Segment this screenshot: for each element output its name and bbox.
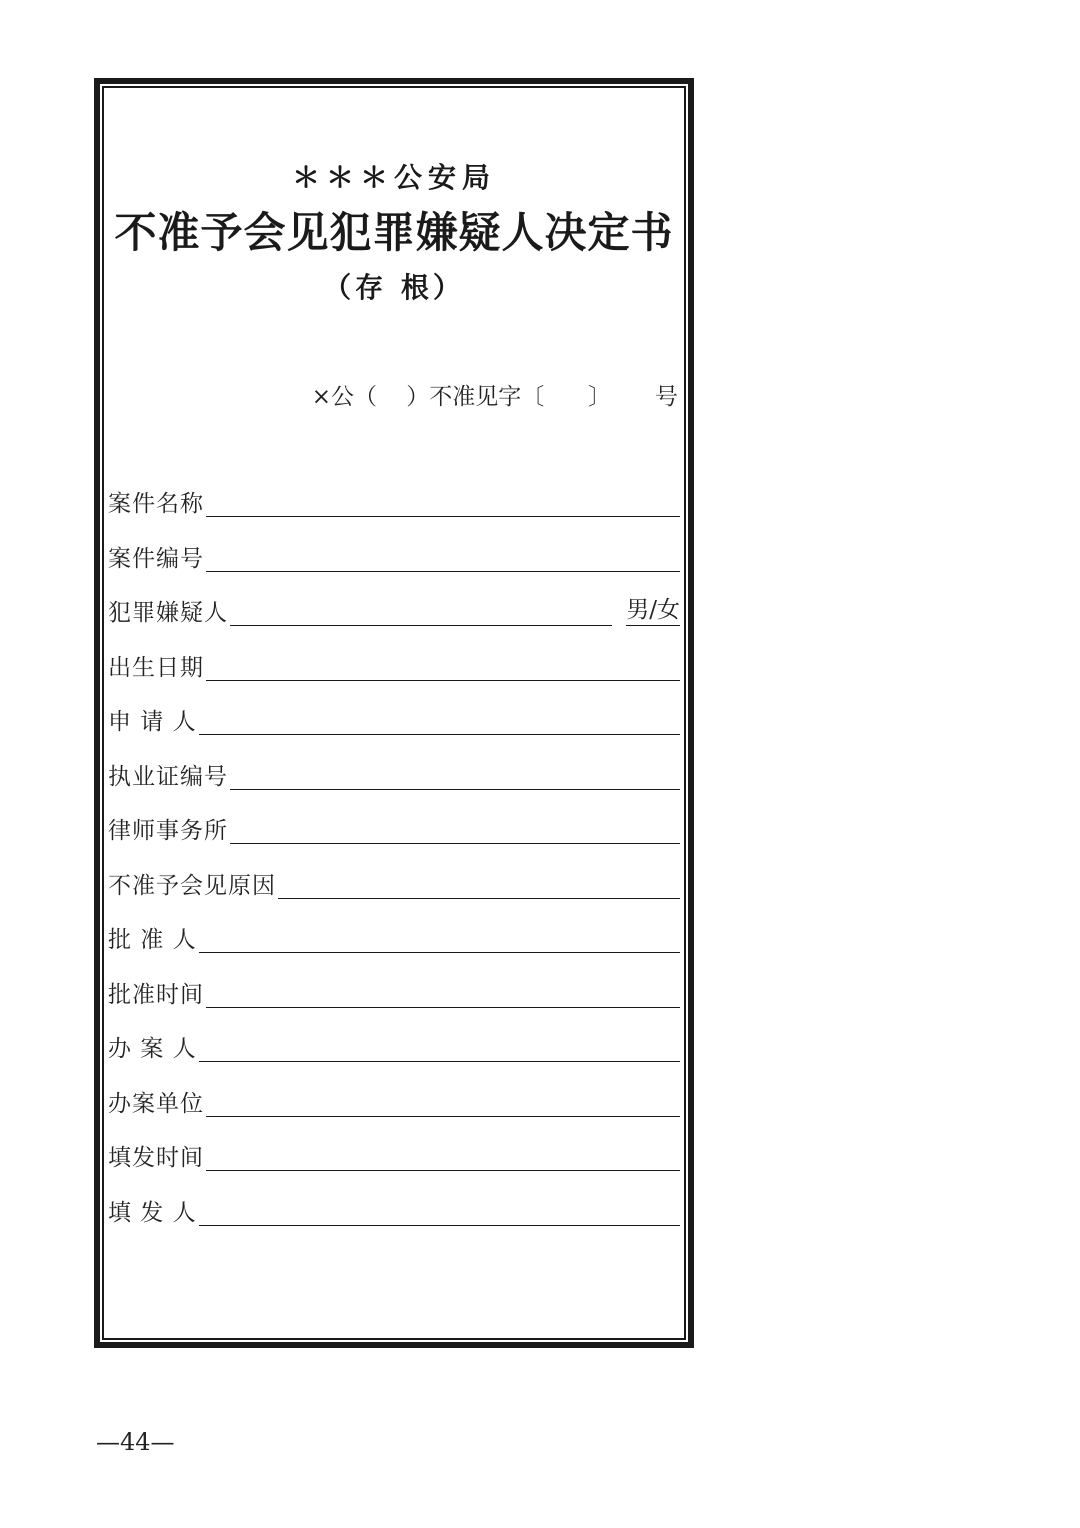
blank-line[interactable] [199,1203,680,1226]
page-number: —44— [96,1428,175,1456]
field-label: 填发时间 [108,1145,204,1171]
blank-line[interactable] [278,876,680,899]
blank-line[interactable] [199,712,680,735]
field-issuer [108,1194,680,1228]
blank-line[interactable] [230,767,680,790]
field-label: 申 请 人 [108,709,197,735]
field-denial-reason [108,867,680,901]
blank-line[interactable] [230,603,612,626]
field-label: 批准时间 [108,982,204,1008]
blank-line[interactable] [206,985,680,1008]
document-number: ×公（ ）不准见字〔 〕 号 [311,384,678,410]
field-label: 不准予会见原因 [108,873,276,899]
field-handling-unit [108,1085,680,1119]
issuing-agency: ＊＊＊公安局 [291,161,496,194]
field-applicant [108,703,680,737]
field-label: 批 准 人 [108,927,197,953]
field-label: 出生日期 [108,655,204,681]
field-issue-time [108,1139,680,1173]
stub-label: （存 根） [323,271,465,304]
field-license-number [108,758,680,792]
field-label: 办案单位 [108,1091,204,1117]
blank-line[interactable] [206,658,680,681]
field-label: 填 发 人 [108,1200,197,1226]
blank-line[interactable] [206,494,680,517]
field-label: 执业证编号 [108,764,228,790]
blank-line[interactable] [206,1094,680,1117]
blank-line[interactable] [199,930,680,953]
blank-line[interactable] [230,821,680,844]
field-approval-time [108,976,680,1010]
document-title: 不准予会见犯罪嫌疑人决定书 [114,208,674,257]
field-label: 犯罪嫌疑人 [108,600,228,626]
field-label: 办 案 人 [108,1036,197,1062]
blank-line[interactable] [206,549,680,572]
field-approver [108,921,680,955]
blank-line[interactable] [199,1039,680,1062]
field-case-name [108,485,680,519]
gender-option[interactable]: 男/女 [626,595,680,626]
field-label: 案件名称 [108,491,204,517]
field-case-handler [108,1030,680,1064]
blank-line[interactable] [206,1148,680,1171]
field-suspect [108,594,680,628]
field-case-number [108,540,680,574]
field-birth-date [108,649,680,683]
field-law-firm [108,812,680,846]
field-label: 律师事务所 [108,818,228,844]
field-label: 案件编号 [108,546,204,572]
